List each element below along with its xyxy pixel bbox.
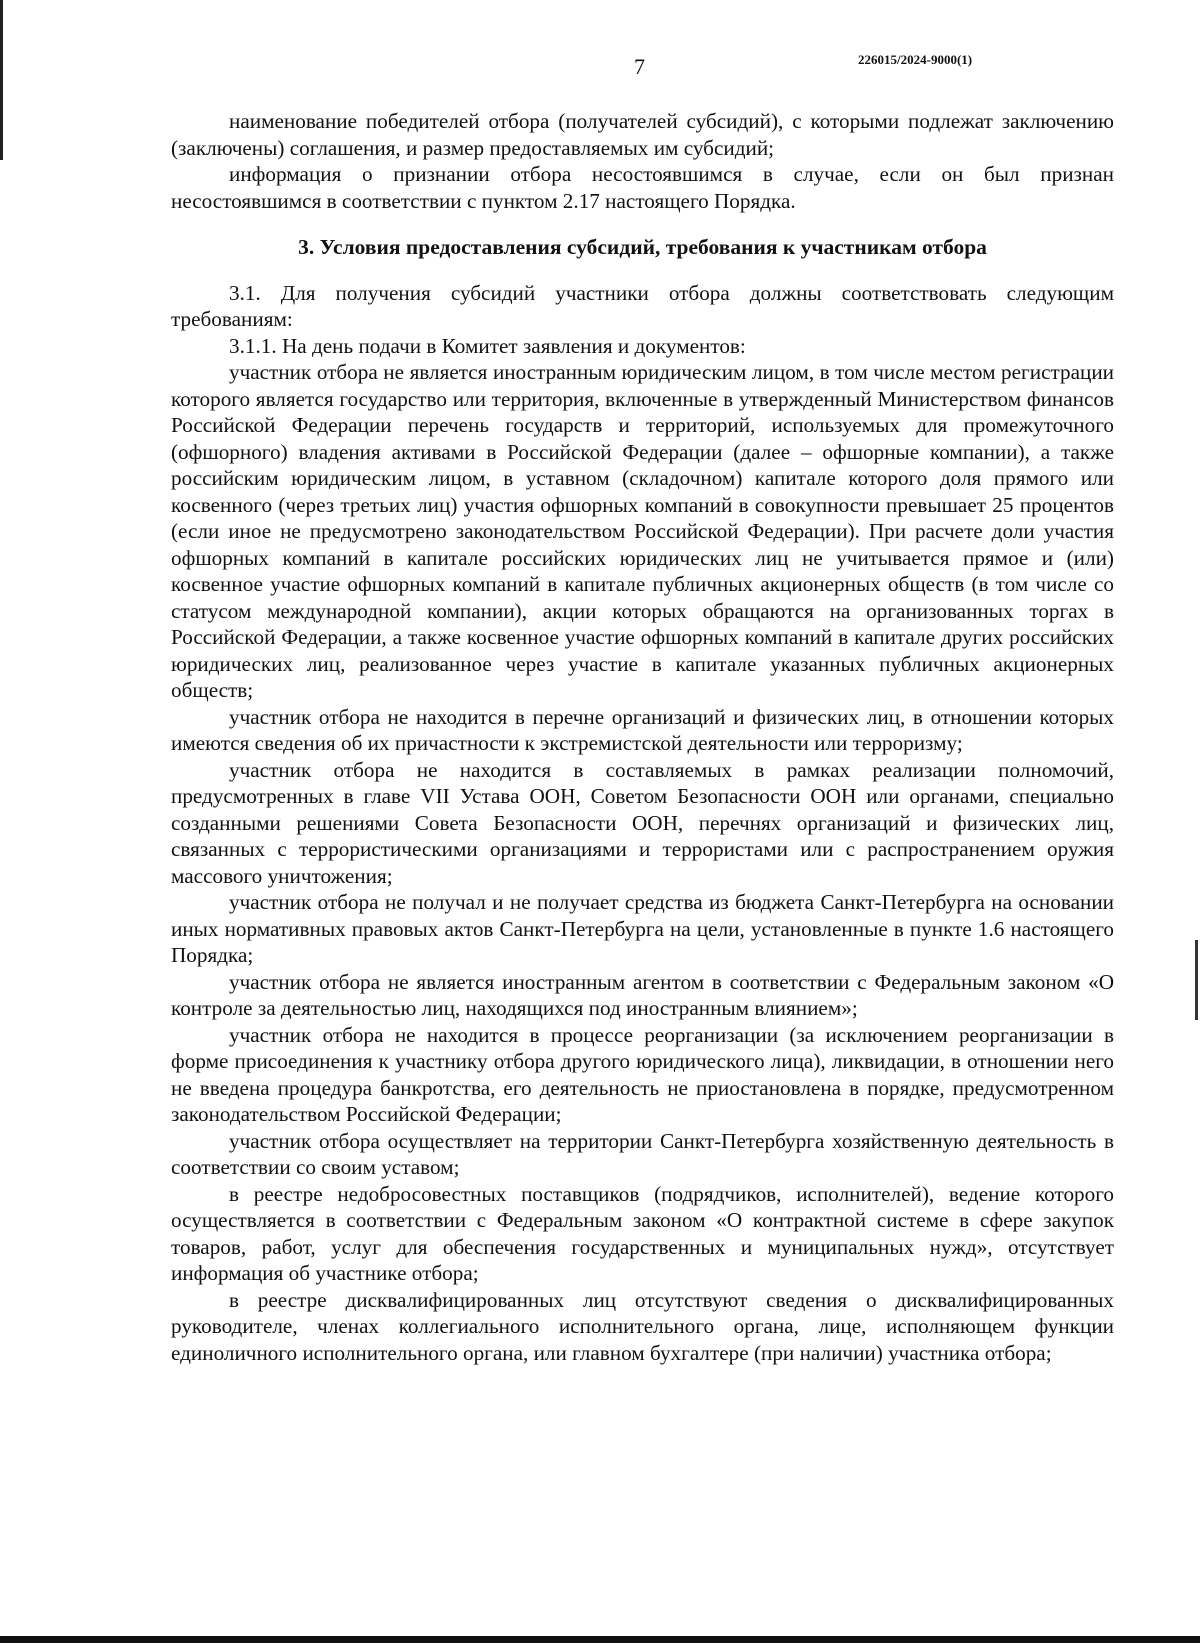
scan-edge-right bbox=[1195, 940, 1198, 1020]
requirement-extremism: участник отбора не находится в перечне организаций и физических лиц, в отношении которых имеются сведения об их причастности к экстремистской деятельности или терроризму; bbox=[171, 704, 1114, 755]
clause-3-1-1: 3.1.1. На день подачи в Комитет заявления и документов: bbox=[229, 333, 746, 358]
document-body bbox=[171, 108, 1114, 1366]
page-number: 7 bbox=[634, 54, 645, 79]
requirement-budget-funds: участник отбора не получал и не получает средства из бюджета Санкт-Петербурга на основании иных нормативных правовых актов Санкт-Петербурга на цели, установленные в пункте 1.6 настоящего Порядка; bbox=[171, 890, 1114, 967]
requirement-foreign-agent: участник отбора не является иностранным агентом в соответствии с Федеральным законом «О контроле за деятельностью лиц, находящихся под иностранным влиянием»; bbox=[171, 969, 1114, 1020]
section-title: 3. Условия предоставления субсидий, требования к участникам отбора bbox=[298, 235, 987, 259]
requirement-un-lists: участник отбора не находится в составляемых в рамках реализации полномочий, предусмотренных в главе VII Устава ООН, Советом Безопасности ООН или органами, специально созданными решениями Совета Безопасности ООН, перечнях организаций и физических лиц, связанных с террористическими организациями и террористами или с распространением оружия массового уничтожения; bbox=[171, 757, 1114, 888]
paragraph-failed-selection: информация о признании отбора несостоявшимся в случае, если он был признан несостоявшимся в соответствии с пунктом 2.17 настоящего Порядка. bbox=[171, 162, 1114, 213]
document-number: 226015/2024-9000(1) bbox=[858, 52, 973, 67]
clause-3-1: 3.1. Для получения субсидий участники отбора должны соответствовать следующим требованиям: bbox=[171, 280, 1114, 331]
paragraph-winners: наименование победителей отбора (получателей субсидий), с которыми подлежат заключению (заключены) соглашения, и размер предоставляемых им субсидий; bbox=[171, 109, 1114, 160]
requirement-economic-activity: участник отбора осуществляет на территории Санкт-Петербурга хозяйственную деятельность в соответствии со своим уставом; bbox=[171, 1128, 1114, 1179]
scan-edge-bottom bbox=[0, 1636, 1200, 1643]
requirement-offshore: участник отбора не является иностранным юридическим лицом, в том числе местом регистрации которого является государство или территория, включенные в утвержденный Министерством финансов Российской Федерации перечень государств и территорий, используемых для промежуточного (офшорного) владения активами в Российской Федерации (далее – офшорные компании), а также российским юридическим лицом, в уставном (складочном) капитале которого доля прямого или косвенного (через третьих лиц) участия офшорных компаний в совокупности превышает 25 процентов (если иное не предусмотрено законодательством Российской Федерации). При расчете доли участия офшорных компаний в капитале российских юридических лиц не учитывается прямое и (или) косвенное участие офшорных компаний в капитале публичных акционерных обществ (в том числе со статусом международной компании), акции которых обращаются на организованных торгах в Российской Федерации, а также косвенное участие офшорных компаний в капитале других российских юридических лиц, реализованное через участие в капитале указанных публичных акционерных обществ; bbox=[171, 360, 1114, 702]
requirement-reorganization: участник отбора не находится в процессе реорганизации (за исключением реорганизации в форме присоединения к участнику отбора другого юридического лица), ликвидации, в отношении него не введена процедура банкротства, его деятельность не приостановлена в порядке, предусмотренном законодательством Российской Федерации; bbox=[171, 1022, 1114, 1126]
requirement-disqualified-persons: в реестре дисквалифицированных лиц отсутствуют сведения о дисквалифицированных руководителе, членах коллегиального исполнительного органа, лице, исполняющем функции единоличного исполнительного органа, или главном бухгалтере (при наличии) участника отбора; bbox=[171, 1287, 1114, 1365]
requirement-unfair-suppliers: в реестре недобросовестных поставщиков (подрядчиков, исполнителей), ведение которого осуществляется в соответствии с Федеральным законом «О контрактной системе в сфере закупок товаров, работ, услуг для обеспечения государственных и муниципальных нужд», отсутствует информация об участнике отбора; bbox=[171, 1181, 1114, 1285]
scan-edge-left bbox=[0, 0, 3, 160]
